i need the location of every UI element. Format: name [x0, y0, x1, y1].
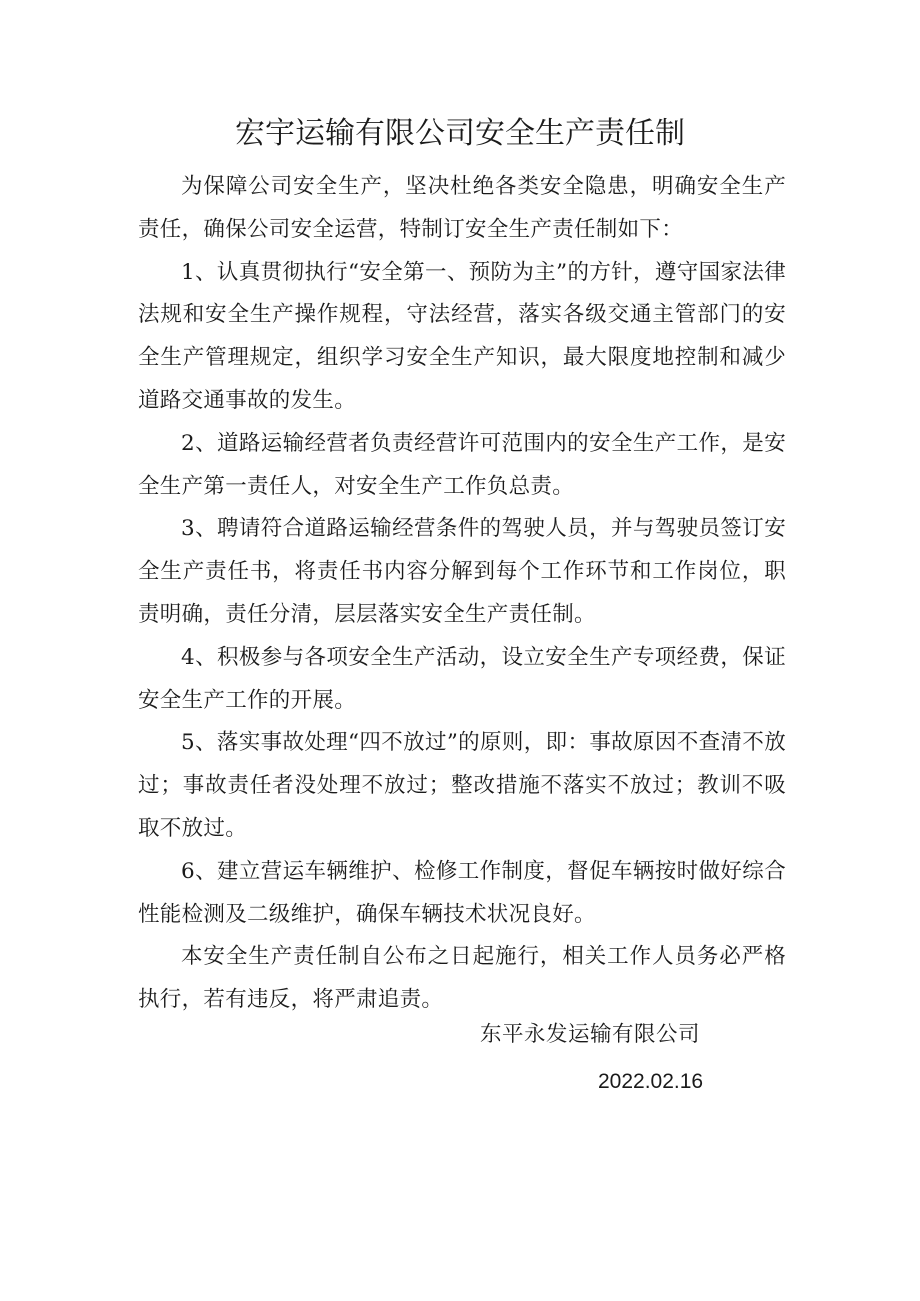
document-date: 2022.02.16 — [598, 1070, 704, 1093]
item-paragraph-4: 4、积极参与各项安全生产活动，设立安全生产专项经费，保证安全生产工作的开展。 — [138, 644, 786, 713]
document-title: 宏宇运输有限公司安全生产责任制 — [235, 116, 685, 151]
item-paragraph-2: 2、道路运输经营者负责经营许可范围内的安全生产工作，是安全生产第一责任人，对安全生产工作负总责。 — [138, 430, 786, 499]
intro-paragraph: 为保障公司安全生产，坚决杜绝各类安全隐患，明确安全生产责任，确保公司安全运营，特制订安全生产责任制如下： — [138, 174, 786, 242]
closing-paragraph: 本安全生产责任制自公布之日起施行，相关工作人员务必严格执行，若有违反，将严肃追责。 — [138, 944, 786, 1013]
item-paragraph-1: 1、认真贯彻执行“安全第一、预防为主”的方针，遵守国家法律法规和安全生产操作规程，守法经营，落实各级交通主管部门的安全生产管理规定，组织学习安全生产知识，最大限度地控制和减少道路交通事故的发生。 — [138, 259, 786, 413]
item-paragraph-6: 6、建立营运车辆维护、检修工作制度，督促车辆按时做好综合性能检测及二级维护，确保车辆技术状况良好。 — [138, 858, 786, 927]
company-signature: 东平永发运输有限公司 — [480, 1022, 701, 1047]
item-paragraph-3: 3、聘请符合道路运输经营条件的驾驶人员，并与驾驶员签订安全生产责任书，将责任书内容分解到每个工作环节和工作岗位，职责明确，责任分清，层层落实安全生产责任制。 — [138, 516, 786, 627]
item-paragraph-5: 5、落实事故处理“四不放过”的原则，即：事故原因不查清不放过；事故责任者没处理不放过；整改措施不落实不放过；教训不吸取不放过。 — [138, 730, 786, 841]
document-body — [138, 166, 786, 1022]
